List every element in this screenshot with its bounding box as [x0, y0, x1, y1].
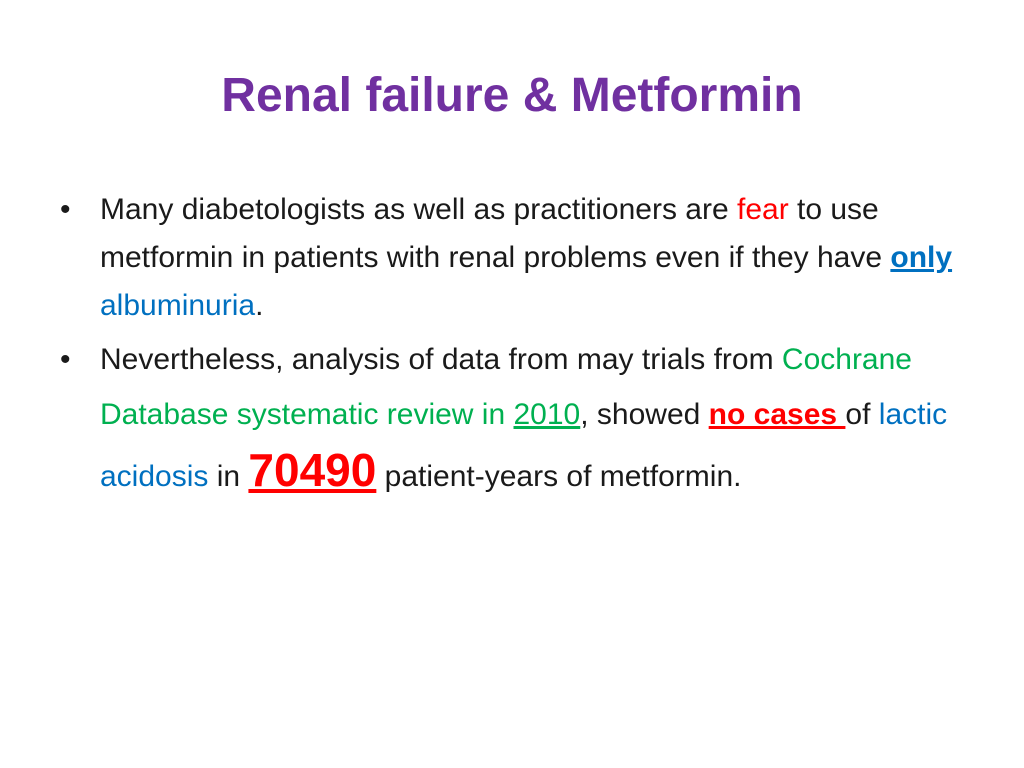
bullet-text-part: Many diabetologists as well as practitioners are — [100, 193, 737, 226]
bullet-text-part: Nevertheless, analysis of data from may trials from — [100, 343, 782, 376]
highlight-cochrane: Cochrane Database systematic review in — [100, 343, 912, 431]
bullet-text-part: of — [845, 398, 879, 431]
bullet-item-metformin-fear — [56, 186, 956, 330]
highlight-albuminuria: albuminuria — [100, 289, 256, 322]
bullet-marker: • — [60, 193, 71, 226]
bullet-text-part: . — [255, 289, 264, 322]
slide-title: Renal failure & Metformin — [221, 69, 803, 122]
highlight-lactic-acidosis: lactic acidosis — [100, 398, 948, 493]
bullet-list — [56, 186, 956, 507]
bullet-text-part: to use metformin in patients with renal problems even if they have — [100, 193, 891, 274]
bullet-text-part: in — [208, 460, 249, 493]
bullet-text-part: , showed — [580, 398, 709, 431]
bullet-item-cochrane-review — [56, 336, 956, 501]
bullet-text-part: patient-years of metformin. — [376, 460, 742, 493]
highlight-only: only — [890, 241, 953, 274]
highlight-year: 2010 — [513, 398, 581, 431]
bullet-marker: • — [60, 343, 71, 376]
highlight-no-cases: no cases — [708, 398, 846, 431]
highlight-fear: fear — [736, 193, 789, 226]
highlight-patient-years-number: 70490 — [248, 444, 377, 496]
